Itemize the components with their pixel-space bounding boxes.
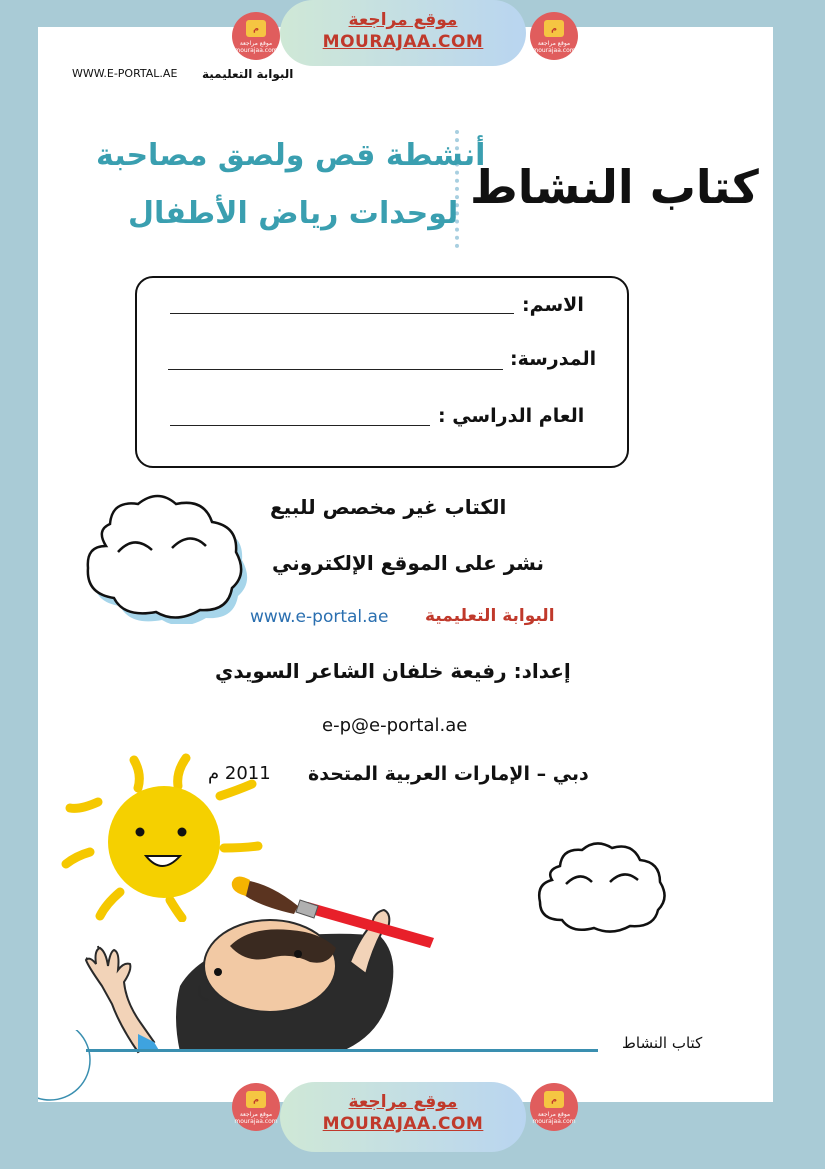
logo-caption: موقع مراجعة mourajaa.com <box>532 1111 576 1125</box>
year-text: 2011 م <box>208 763 271 784</box>
logo-caption: موقع مراجعة mourajaa.com <box>532 40 576 54</box>
child-painting-illustration <box>80 866 460 1056</box>
portal-url-link[interactable]: www.e-portal.ae <box>250 607 389 627</box>
mourajaa-banner-bottom[interactable] <box>280 1082 526 1152</box>
book-title: كتاب النشاط <box>470 160 759 214</box>
name-field[interactable] <box>170 313 514 314</box>
footer-book-title: كتاب النشاط <box>622 1034 703 1052</box>
author-text: إعداد: رفيعة خلفان الشاعر السويدي <box>215 659 571 683</box>
name-label: الاسم: <box>522 294 584 316</box>
published-text: نشر على الموقع الإلكتروني <box>272 551 544 575</box>
not-for-sale-text: الكتاب غير مخصص للبيع <box>270 495 507 519</box>
banner-english[interactable]: MOURAJAA.COM <box>322 1114 484 1134</box>
header-portal-name: البوابة التعليمية <box>202 67 294 81</box>
school-label: المدرسة: <box>510 348 597 370</box>
logo-mark: م <box>544 20 564 37</box>
logo-caption: موقع مراجعة mourajaa.com <box>234 40 278 54</box>
cloud-illustration-right <box>532 836 672 936</box>
portal-name-text: البوابة التعليمية <box>425 606 555 626</box>
banner-arabic[interactable]: موقع مراجعة <box>348 10 458 30</box>
corner-circle-decoration <box>38 1030 98 1102</box>
subtitle-line2: لوحدات رياض الأطفال <box>128 196 459 231</box>
logo-mark: م <box>544 1091 564 1108</box>
banner-english[interactable]: MOURAJAA.COM <box>322 32 484 52</box>
mourajaa-logo-left-top[interactable] <box>232 12 280 60</box>
mourajaa-banner-top[interactable] <box>280 0 526 66</box>
logo-mark: م <box>246 20 266 37</box>
banner-arabic[interactable]: موقع مراجعة <box>348 1092 458 1112</box>
year-field[interactable] <box>170 425 430 426</box>
mourajaa-logo-left-bottom[interactable] <box>232 1083 280 1131</box>
location-text: دبي – الإمارات العربية المتحدة <box>308 763 589 785</box>
logo-caption: موقع مراجعة mourajaa.com <box>234 1111 278 1125</box>
mourajaa-logo-right-top[interactable] <box>530 12 578 60</box>
mourajaa-logo-right-bottom[interactable] <box>530 1083 578 1131</box>
subtitle-line1: أنشطة قص ولصق مصاحبة <box>96 138 486 173</box>
year-label: العام الدراسي : <box>438 405 585 427</box>
footer-line <box>86 1049 598 1052</box>
cloud-illustration-left <box>76 486 248 624</box>
logo-mark: م <box>246 1091 266 1108</box>
school-field[interactable] <box>168 369 503 370</box>
header-portal-url: WWW.E-PORTAL.AE <box>72 67 178 80</box>
email-link[interactable]: e-p@e-portal.ae <box>322 715 468 736</box>
